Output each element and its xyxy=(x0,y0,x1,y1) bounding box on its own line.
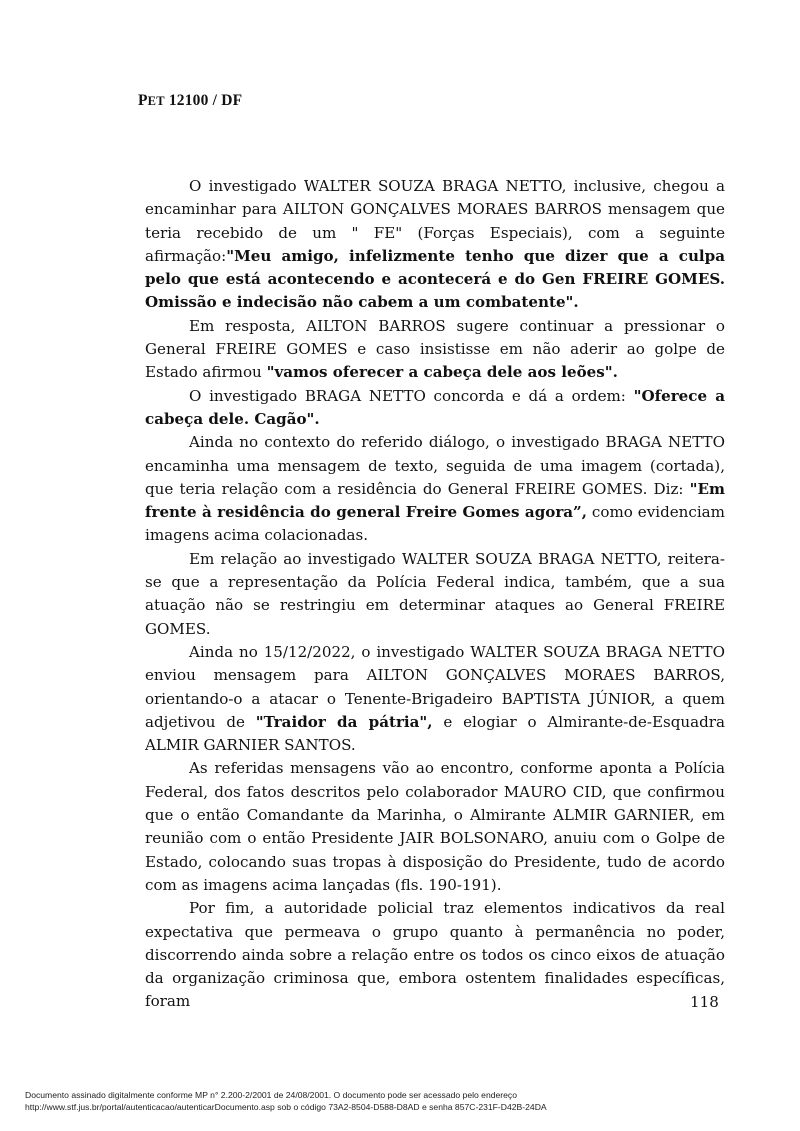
digital-signature-footer xyxy=(25,1089,547,1113)
header-small-caps: ET xyxy=(147,94,165,108)
quote-text: "Oferece a cabeça dele. Cagão". xyxy=(145,386,725,428)
paragraph-text: O investigado WALTER SOUZA BRAGA NETTO, inclusive, chegou a encaminhar para AILTON GONÇALVES MORAES BARROS mensagem que teria recebido de um " FE" (Forças Especiais), com a seguinte afirmação: xyxy=(145,177,725,265)
document-body xyxy=(145,175,725,1014)
paragraph-text: Ainda no contexto do referido diálogo, o investigado BRAGA NETTO encaminha uma mensagem de texto, seguida de uma imagem (cortada), que teria relação com a residência do General FREIRE GOMES. Diz: xyxy=(145,433,725,498)
header-initial: P xyxy=(138,92,148,109)
paragraph-text: Por fim, a autoridade policial traz elementos indicativos da real expectativa que permeava o grupo quanto à permanência no poder, discorrendo ainda sobre a relação entre os todos os cinco eixos de atuação da organização criminosa que, embora ostentem finalidades específicas, foram xyxy=(145,899,725,1011)
quote-text: "Meu amigo, infelizmente tenho que dizer que a culpa pelo que está acontecendo e acontecerá e do Gen FREIRE GOMES. Omissão e indecisão não cabem a um combatente". xyxy=(145,246,725,312)
paragraph-5 xyxy=(145,548,725,641)
paragraph-6 xyxy=(145,641,725,757)
paragraph-3 xyxy=(145,385,725,432)
paragraph-1 xyxy=(145,175,725,315)
quote-text: "Em frente à residência do general Freire Gomes agora”, xyxy=(145,479,725,522)
paragraph-7 xyxy=(145,757,725,897)
paragraph-8 xyxy=(145,897,725,1013)
footer-line-2: http://www.stf.jus.br/portal/autenticacao/autenticarDocumento.asp sob o código 73A2-8504-D588-D8AD e senha 857C-231F-D42B-24DA xyxy=(25,1102,547,1112)
paragraph-text: Ainda no 15/12/2022, o investigado WALTER SOUZA BRAGA NETTO enviou mensagem para AILTON GONÇALVES MORAES BARROS, orientando-o a atacar o Tenente-Brigadeiro BAPTISTA JÚNIOR, a quem adjetivou de xyxy=(145,642,725,731)
quote-text: "vamos oferecer a cabeça dele aos leões". xyxy=(266,363,618,382)
paragraph-text: O investigado BRAGA NETTO concorda e dá a ordem: xyxy=(189,386,634,405)
page-header xyxy=(138,92,242,110)
paragraph-text: Em relação ao investigado WALTER SOUZA BRAGA NETTO, reitera-se que a representação da Polícia Federal indica, também, que a sua atuação não se restringiu em determinar ataques ao General FREIRE GOMES. xyxy=(145,549,725,638)
paragraph-2 xyxy=(145,315,725,385)
paragraph-text: como evidenciam imagens acima colacionadas. xyxy=(145,503,725,545)
paragraph-text: e elogiar o Almirante-de-Esquadra ALMIR GARNIER SANTOS. xyxy=(145,712,725,755)
page-number: 118 xyxy=(690,993,719,1011)
quote-text: "Traidor da pátria", xyxy=(255,712,433,731)
paragraph-text: Em resposta, AILTON BARROS sugere continuar a pressionar o General FREIRE GOMES e caso insistisse em não aderir ao golpe de Estado afirmou xyxy=(145,316,725,382)
case-number: 12100 / DF xyxy=(164,92,243,109)
paragraph-text: As referidas mensagens vão ao encontro, conforme aponta a Polícia Federal, dos fatos descritos pelo colaborador MAURO CID, que confirmou que o então Comandante da Marinha, o Almirante ALMIR GARNIER, em reunião com o então Presidente JAIR BOLSONARO, anuiu com o Golpe de Estado, colocando suas tropas à disposição do Presidente, tudo de acordo com as imagens acima lançadas (fls. 190-191). xyxy=(145,759,725,894)
footer-line-1: Documento assinado digitalmente conforme MP n° 2.200-2/2001 de 24/08/2001. O documento pode ser acessado pelo endereço xyxy=(25,1090,518,1100)
paragraph-4 xyxy=(145,431,725,547)
